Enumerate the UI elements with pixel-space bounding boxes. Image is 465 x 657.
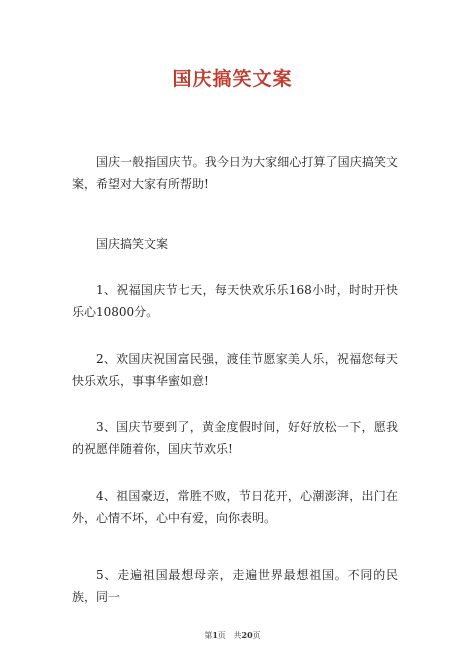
list-item: 1、祝福国庆节七天，每天快欢乐乐168小时，时时开快乐心10800分。: [72, 283, 398, 319]
list-item: 5、走遍祖国最想母亲，走遍世界最想祖国。不同的民族，同一: [72, 568, 398, 604]
footer-prefix: 第: [204, 631, 213, 640]
footer-page-current: 1: [212, 630, 218, 640]
intro-paragraph: 国庆一般指国庆节。我今日为大家细心打算了国庆搞笑文案，希望对大家有所帮助!: [72, 155, 398, 191]
document-title: 国庆搞笑文案: [172, 68, 293, 90]
page-footer: [0, 630, 465, 641]
footer-page-total: 20: [241, 630, 253, 640]
list-item: 3、国庆节要到了，黄金度假时间，好好放松一下，愿我的祝愿伴随着你，国庆节欢乐!: [72, 420, 398, 456]
list-item: 2、欢国庆祝国富民强，渡佳节愿家美人乐，祝福您每天快乐欢乐，事事华蜜如意!: [72, 352, 398, 388]
section-heading: 国庆搞笑文案: [96, 237, 169, 251]
footer-page-word: 页: [217, 631, 226, 640]
footer-total-prefix: 共: [233, 631, 242, 640]
footer-total-suffix: 页: [252, 631, 261, 640]
list-item: 4、祖国豪迈，常胜不败，节日花开，心潮澎湃，出门在外，心情不坏，心中有爱，向你表明。: [72, 489, 398, 525]
